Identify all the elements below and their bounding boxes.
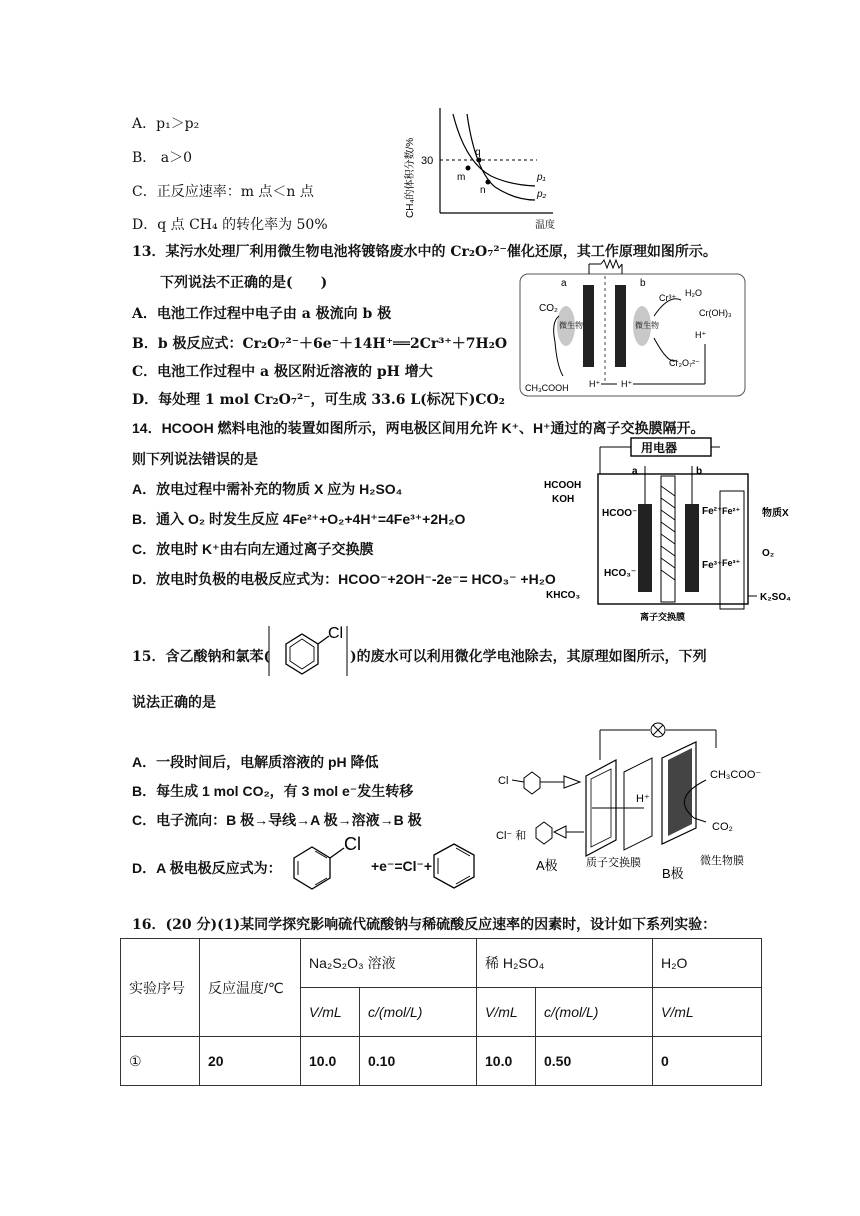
q14-stem: 14．HCOOH 燃料电池的装置如图所示，两电极区间用允许 K⁺、H⁺通过的离子交换膜隔开。 (132, 420, 705, 436)
q14-label-hcoo: HCOO⁻ (602, 508, 638, 519)
q13-label-microbe-right: 微生物 (635, 321, 659, 330)
q15-equation-cl: Cl (344, 834, 361, 854)
q14-label-hcooh: HCOOH (544, 480, 582, 491)
benzene-icon (428, 840, 480, 892)
q15-option-b: B．每生成 1 mol CO₂，有 3 mol e⁻发生转移 (132, 783, 414, 799)
table-sub-v1: V/mL (301, 988, 360, 1037)
q13-label-microbe-left: 微生物 (559, 321, 583, 330)
q13-label-b: b (640, 278, 646, 289)
q15-label-biofilm: 微生物膜 (700, 855, 744, 867)
q15-label-a-pole: A极 (536, 858, 558, 873)
q13-option-d: D．每处理 1 mol Cr₂O₇²⁻，可生成 33.6 L(标况下)CO₂ (132, 392, 505, 408)
q15-stem-a: 15．含乙酸钠和氯苯( (132, 649, 271, 665)
table-cell-v1: 10.0 (301, 1037, 360, 1086)
q15-label-membrane: 质子交换膜 (586, 857, 641, 869)
q13-label-a: a (561, 278, 567, 289)
q12-point-m: m (457, 172, 466, 183)
q14-label-device: 用电器 (641, 441, 678, 455)
q13-label-cr2o7: Cr₂O₇²⁻ (669, 358, 700, 368)
q12-option-c: C．正反应速率：m 点＜n 点 (132, 184, 314, 200)
table-sub-c2: c/(mol/L) (536, 988, 653, 1037)
q13-option-c: C．电池工作过程中 a 极区附近溶液的 pH 增大 (132, 364, 433, 380)
q12-option-d: D．q 点 CH₄ 的转化率为 50% (132, 217, 328, 233)
q12-y-label: CH₄的体积分数/% (405, 137, 416, 218)
table-cell-v2: 10.0 (477, 1037, 536, 1086)
q12-y-tick: 30 (421, 155, 434, 167)
q14-label-fe2: Fe²⁺ (702, 506, 723, 517)
q13-stem2: 下列说法不正确的是( ) (160, 275, 328, 291)
q15-label-cl-top: Cl (498, 775, 509, 787)
q15-diagram (494, 718, 804, 886)
q12-x-label: 温度 (535, 220, 555, 231)
q14-label-khco3: KHCO₃ (546, 590, 581, 601)
chlorobenzene-structure-icon (266, 622, 350, 680)
q12-point-q: q (475, 147, 481, 158)
table-header-temp: 反应温度/℃ (200, 939, 301, 1037)
q15-label-co2: CO₂ (712, 821, 733, 833)
q14-option-a: A．放电过程中需补充的物质 X 应为 H₂SO₄ (132, 481, 403, 497)
q15-option-a: A．一段时间后，电解质溶液的 pH 降低 (132, 754, 379, 770)
table-sub-v3: V/mL (653, 988, 762, 1037)
q15-label-b-pole: B极 (662, 866, 684, 881)
q14-label-a: a (632, 466, 638, 477)
q13-label-hplus-right: H⁺ (695, 330, 707, 340)
q14-option-d: D．放电时负极的电极反应式为：HCOO⁻+2OH⁻-2e⁻= HCO₃⁻ +H₂O (132, 571, 556, 587)
q13-diagram (519, 256, 747, 398)
q14-label-o2: O₂ (762, 548, 775, 559)
table-cell-seq: ① (121, 1037, 200, 1086)
table-header-seq: 实验序号 (121, 939, 200, 1037)
table-sub-v2: V/mL (477, 988, 536, 1037)
q13-label-croh3: Cr(OH)₃ (699, 308, 732, 318)
q15-structure-cl: Cl (328, 625, 344, 642)
q13-label-cr3: Cr³⁺ (659, 293, 677, 303)
table-cell-c2: 0.50 (536, 1037, 653, 1086)
q13-label-co2: CO₂ (539, 303, 558, 314)
q13-label-h2o: H₂O (685, 288, 702, 298)
table-cell-temp: 20 (200, 1037, 301, 1086)
q13-option-b: B．b 极反应式：Cr₂O₇²⁻＋6e⁻＋14H⁺══2Cr³⁺＋7H₂O (132, 336, 508, 352)
q14-label-x: 物质X (762, 508, 789, 519)
q13-label-hplus-mid: H⁺ (589, 379, 601, 389)
table-header-acid: 稀 H₂SO₄ (477, 939, 653, 988)
q14-label-membrane: 离子交换膜 (640, 612, 686, 622)
q14-label-b: b (696, 466, 703, 477)
q15-stem-b: )的废水可以利用微化学电池除去，其原理如图所示，下列 (350, 649, 707, 665)
q15-stem2: 说法正确的是 (132, 695, 216, 711)
q15-option-c: C．电子流向：B 极→导线→A 极→溶液→B 极 (132, 812, 422, 828)
table-header-na2s2o3: Na₂S₂O₃ 溶液 (301, 939, 477, 988)
q14-label-fe2-right: Fe²⁺ (722, 506, 741, 516)
table-cell-c1: 0.10 (360, 1037, 477, 1086)
q14-stem2: 则下列说法错误的是 (132, 452, 258, 468)
q12-option-a: A．p₁＞p₂ (132, 116, 200, 132)
q12-curve-p2: p₂ (537, 189, 547, 200)
chlorobenzene-equation-icon (284, 832, 372, 892)
q15-label-ch3coo: CH₃COO⁻ (710, 769, 762, 781)
experiment-table (120, 938, 762, 1086)
table-row (121, 1037, 762, 1086)
q13-stem: 13．某污水处理厂利用微生物电池将镀铬废水中的 Cr₂O₇²⁻催化还原，其工作原理如图所示。 (132, 244, 717, 260)
q14-option-b: B．通入 O₂ 时发生反应 4Fe²⁺+O₂+4H⁺=4Fe³⁺+2H₂O (132, 511, 466, 527)
q15-option-d-b: +e⁻=Cl⁻+ (371, 858, 433, 874)
q15-option-d-a: D．A 极电极反应式为： (132, 860, 282, 876)
q14-label-koh: KOH (552, 494, 575, 505)
q14-label-k2so4: K₂SO₄ (760, 592, 791, 603)
q13-label-ch3cooh: CH₃COOH (525, 383, 569, 393)
table-cell-v3: 0 (653, 1037, 762, 1086)
q12-curve-p1: p₁ (537, 172, 546, 183)
q12-option-b: B． a＞0 (132, 150, 192, 166)
q14-diagram (542, 436, 804, 626)
q14-option-c: C．放电时 K⁺由右向左通过离子交换膜 (132, 541, 374, 557)
q14-label-fe3: Fe³⁺ (702, 560, 723, 571)
q12-point-n: n (480, 185, 486, 196)
q13-label-hplus-mid2: H⁺ (621, 379, 633, 389)
q16-stem: 16．(20 分)(1)某同学探究影响硫代硫酸钠与稀硫酸反应速率的因素时，设计如下系列实验： (132, 917, 717, 933)
q13-option-a: A．电池工作过程中电子由 a 极流向 b 极 (132, 306, 392, 322)
q14-label-fe3-right: Fe³⁺ (722, 558, 741, 568)
q15-label-hplus: H⁺ (636, 793, 650, 805)
q15-label-clminus: Cl⁻ 和 (496, 830, 527, 842)
table-sub-c1: c/(mol/L) (360, 988, 477, 1037)
table-header-water: H₂O (653, 939, 762, 988)
q14-label-hco3: HCO₃⁻ (604, 568, 637, 579)
q12-chart (395, 100, 565, 235)
